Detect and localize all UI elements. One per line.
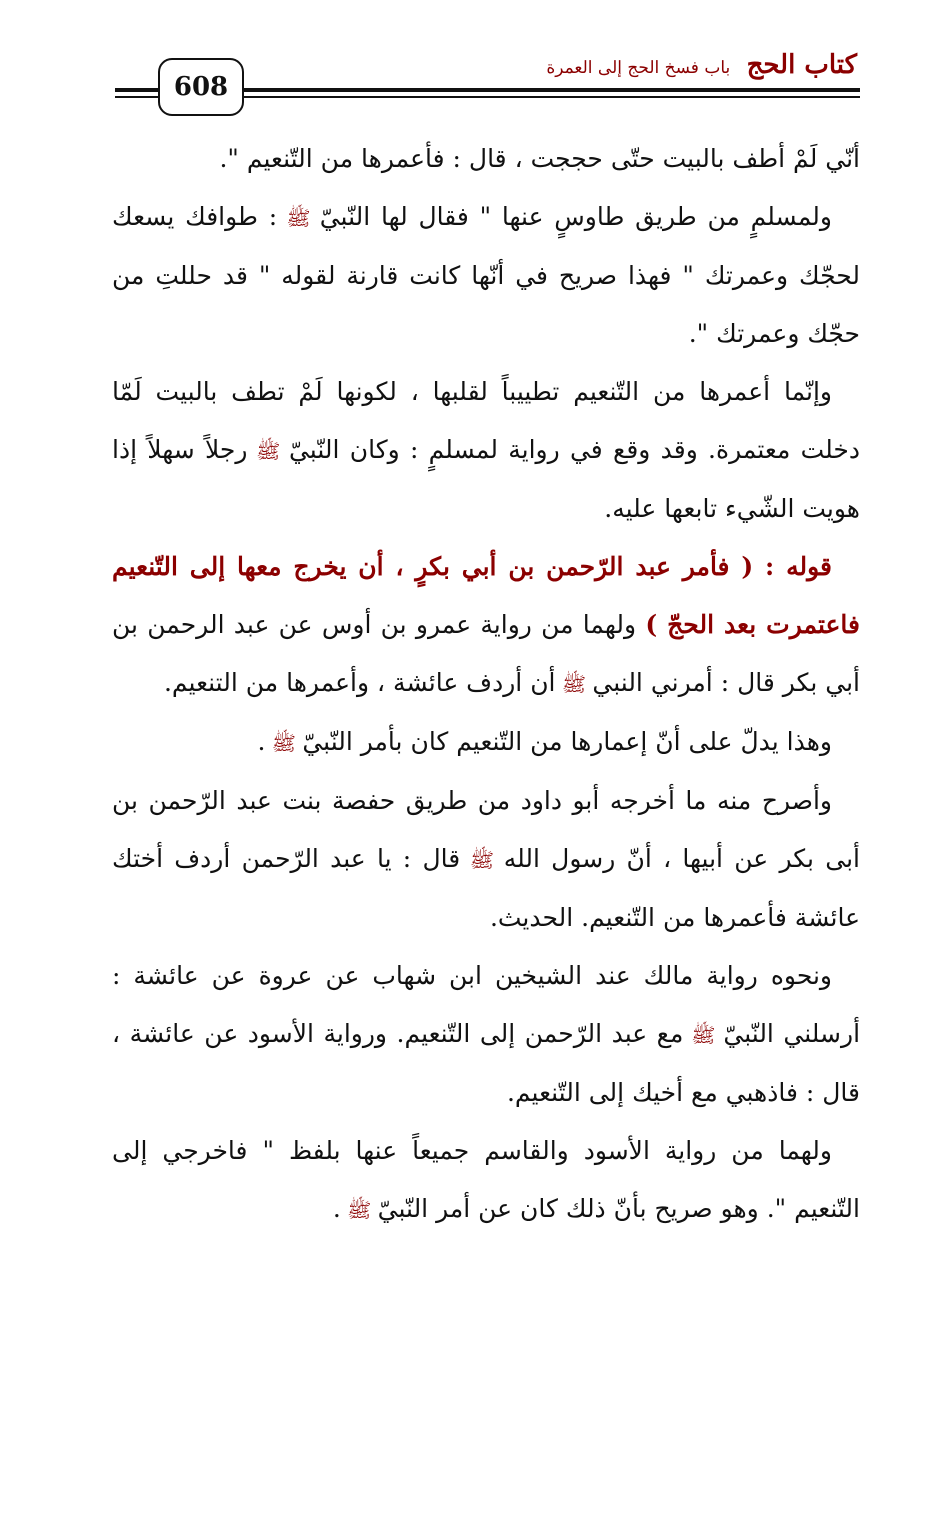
text-run: ولمسلمٍ من طريق طاوسٍ عنها " فقال لها النّبيّ [319,202,832,231]
text-run: وإنّما أعمرها من التّنعيم تطييباً لقلبها ، لكونها لَمْ تطف بالبيت لَمّا دخلت معتمرة. وقد وقع في رواية لمسلمٍ : وكان النّبيّ [112,377,861,464]
book-title: كتاب الحج [746,50,857,80]
text-run: أن أردف عائشة ، وأعمرها من التنعيم. [163,668,556,697]
page-header [0,0,945,130]
paragraph [112,1122,860,1239]
honorific-glyph: ﷺ [555,672,593,696]
paragraph [112,188,860,363]
paragraph [112,772,860,947]
honorific-glyph: ﷺ [460,848,504,872]
text-run: قال : يا عبد الرّحمن أردف أختك عائشة فأعمرها من التّنعيم. الحديث. [112,844,860,932]
paragraph [112,363,860,538]
paragraph [112,713,860,772]
paragraph [112,130,860,188]
paragraph [112,947,860,1122]
running-title [546,50,857,80]
text-run: ونحوه رواية مالك عند الشيخين ابن شهاب عن عروة عن عائشة : أرسلني النّبيّ [112,961,861,1048]
text-run: . [257,727,266,756]
text-run: . [332,1194,341,1223]
chapter-title: باب فسخ الحج إلى العمرة [546,58,731,78]
page-number-box [158,58,244,116]
page-body [112,130,860,1239]
honorific-glyph: ﷺ [265,731,303,755]
text-run: أنّي لَمْ أطف بالبيت حتّى حججت ، قال : فأعمرها من التّنعيم ". [219,144,860,173]
text-run: وهذا يدلّ على أنّ إعمارها من التّنعيم كان بأمر النّبيّ [302,727,832,756]
honorific-glyph: ﷺ [247,439,289,463]
text-run: : طوافك يسعك لحجّك وعمرتك " فهذا صريح في أنّها كانت قارنة لقوله " قد حللتِ من حجّك وعمرتك ". [112,202,860,348]
honorific-glyph: ﷺ [683,1023,724,1047]
text-run: مع عبد الرّحمن إلى التّنعيم. ورواية الأسود عن عائشة ، قال : فاذهبي مع أخيك إلى التّنعيم. [112,1019,860,1107]
honorific-glyph: ﷺ [340,1198,378,1222]
paragraph [112,538,860,713]
text-run: وأصرح منه ما أخرجه أبو داود من طريق حفصة بنت عبد الرّحمن بن أبى بكر عن أبيها ، أنّ رسول الله [112,786,860,873]
text-run: ولهما من رواية الأسود والقاسم جميعاً عنها بلفظ " فاخرجي إلى التّنعيم ". وهو صريح بأنّ ذلك كان عن أمر النّبيّ [112,1136,860,1223]
honorific-glyph: ﷺ [277,206,320,230]
text-run: رجلاً سهلاً إذا هويت الشّيء تابعها عليه. [112,435,860,523]
text-run: ولهما من رواية عمرو بن أوس عن عبد الرحمن بن أبي بكر قال : أمرني النبي [112,610,860,697]
hadith-quote: قوله : ( فأمر عبد الرّحمن بن أبي بكرٍ ، أن يخرج معها إلى التّنعيم فاعتمرت بعد الحجّ ) [112,552,860,639]
page-number: 608 [173,72,229,102]
